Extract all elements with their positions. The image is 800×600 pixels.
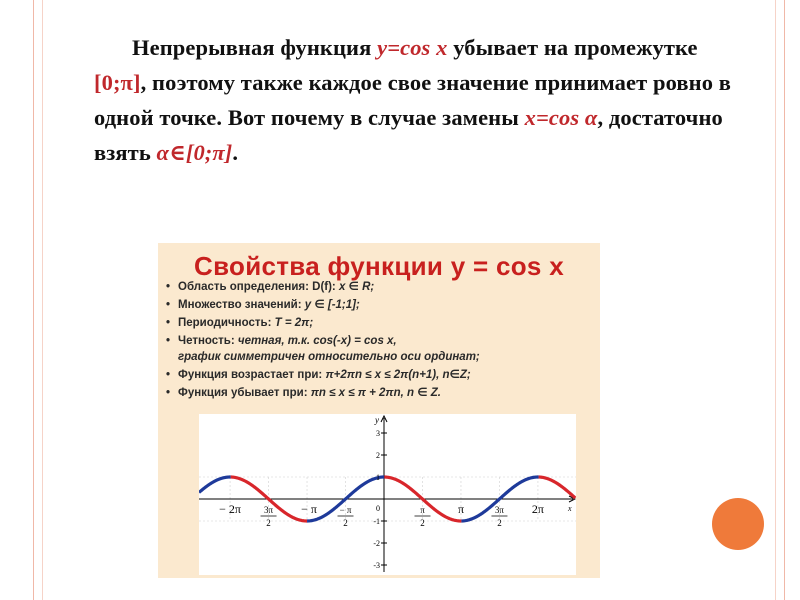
item-value: y ∈ [-1;1]; [304, 299, 360, 311]
item-label: Четность: [178, 335, 238, 347]
list-item [162, 297, 480, 313]
text-part: , достаточно взять [94, 105, 723, 165]
list-item [162, 385, 480, 401]
x-label-minus-pi-2: − π [339, 505, 352, 515]
y-tick-label: -1 [373, 517, 380, 526]
text-part: убывает на промежутке [447, 35, 698, 60]
x-label-2pi: 2π [531, 502, 544, 516]
y-axis-label: y [375, 415, 379, 425]
origin-label: 0 [376, 504, 380, 513]
main-paragraph [94, 30, 754, 170]
decorative-circle [712, 498, 764, 550]
y-tick-label: 2 [376, 451, 380, 460]
item-label: Периодичность: [178, 317, 275, 329]
x-axis-label: x [568, 504, 572, 513]
item-value: π+2πn ≤ x ≤ 2π(n+1), n∈Z; [325, 369, 471, 381]
interval-0-pi: [0;π] [94, 70, 141, 95]
x-label-3pi-2: 3π [494, 505, 504, 515]
item-value: πn ≤ x ≤ π + 2πn, n ∈ Z. [310, 387, 441, 399]
item-label: Функция возрастает при: [178, 369, 326, 381]
text-part: , поэтому также каждое свое значение принимает ровно в одной точке. Вот почему в случае замены [94, 70, 732, 130]
item-value: четная, т.к. cos(-x) = cos x, [237, 335, 397, 347]
list-item [162, 333, 480, 365]
text-part: . [232, 140, 239, 165]
item-value: график симметричен относительно оси ординат; [178, 351, 480, 363]
x-label-minus-pi-2: 2 [343, 518, 348, 528]
item-label: Функция убывает при: [178, 387, 311, 399]
x-label-minus-2pi: − 2π [219, 502, 241, 516]
formula-alpha-interval: α∈[0;π] [156, 140, 233, 165]
y-tick-label: 3 [376, 429, 380, 438]
panel-title: Свойства функции y = cos x [194, 251, 564, 281]
x-label-minus-3pi-2: 3π [264, 505, 274, 515]
x-label-pi-2: π [420, 505, 425, 515]
text-part: Непрерывная функция [132, 35, 378, 60]
x-label-minus-3pi-2: 2 [266, 518, 271, 528]
list-item [162, 279, 480, 295]
item-value: x ∈ R; [338, 281, 375, 293]
y-tick-label: -3 [373, 561, 380, 570]
y-tick-label: 1 [376, 473, 380, 482]
formula-y-cos-x: y=cos x [377, 35, 448, 60]
item-value: T = 2π; [274, 317, 314, 329]
x-label-minus-pi: − π [301, 502, 317, 516]
cosine-graph [199, 414, 576, 575]
item-label: Множество значений: [178, 299, 305, 311]
formula-x-cos-alpha: x=cos α [524, 105, 598, 130]
item-label: Область определения: D(f): [178, 281, 339, 293]
x-label-3pi-2: 2 [497, 518, 502, 528]
x-label-pi-2: 2 [420, 518, 425, 528]
list-item [162, 367, 480, 383]
properties-list [162, 277, 480, 401]
x-label-pi: π [457, 502, 465, 516]
y-tick-label: -2 [373, 539, 380, 548]
list-item [162, 315, 480, 331]
